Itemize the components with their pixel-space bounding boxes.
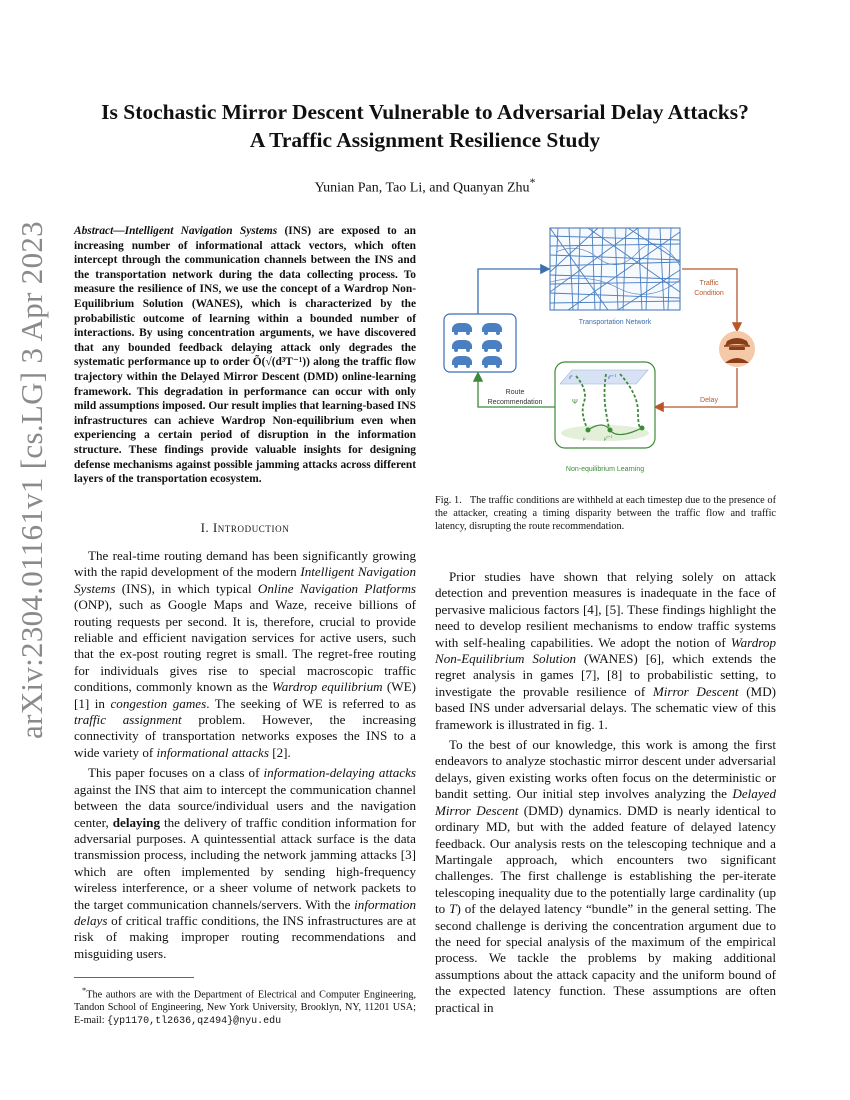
- figure-1: [438, 222, 778, 484]
- right-paragraph-1: Prior studies have shown that relying solely on attack detection and prevention measures is inadequate in the face of pervasive malicious factors [4], [5]. These findings highlight the need to develop resilient mechanisms to endow traffic systems with self-healing capabilities. We adopt the notion of Wardrop Non-Equilibrium Solution (WANES) [6], which extends the regret analysis in games [7], [8] to probabilistic setting, to investigate the provable resilience of Mirror Descent (MD) based INS under adversarial delays. The schematic view of this framework is illustrated in fig. 1.: [435, 569, 777, 732]
- svg-text:Ψ: Ψ: [572, 399, 578, 406]
- caption-label: Fig. 1.: [435, 495, 462, 506]
- learning-label: Non-equilibrium Learning: [565, 466, 645, 473]
- svg-text:μt+1: $\mu^{t+1}$: [604, 434, 613, 442]
- abstract: Abstract—Intelligent Navigation Systems (INS) are exposed to an increasing number of informational attack vectors, which often intercept through the communication channels between the INS and the transportation network during the data collecting process. To measure the resilience of INS, we use the concept of a Wardrop Non-Equilibrium Solution (WANES), which is characterized by the probabilistic outcome of learning within a bounded number of interactions. By using concentration arguments, we have discovered that any bounded feedback delaying attack only degrades the systematic performance up to order Õ(√(d³T⁻¹)) along the traffic flow trajectory within the Delayed Mirror Descent (DMD) online-learning framework. This degradation in performance can occur with only mild assumptions imposed. Our result implies that learning-based INS infrastructures can achieve Wardrop Non-equilibrium even when experiencing a certain period of disruption in the information structure. These findings provide valuable insights for designing defense mechanisms against possible jamming attacks across different layers of the transportation ecosystem.: [74, 225, 416, 486]
- delay-arrow: [656, 368, 737, 407]
- svg-text:ℓτ: ℓ$^\tau$: [569, 373, 573, 381]
- author-names: Yunian Pan, Tao Li, and Quanyan Zhu: [314, 180, 530, 196]
- intro-paragraph-1: The real-time routing demand has been significantly growing with the rapid development of the modern Intelligent Navigation Systems (INS), in which typical Online Navigation Platforms (ONP), such as Google Maps and Waze, receive billions of routing requests per second. It is, therefore, crucial to provide reliable and efficient navigation services for active users, such that the ex-post routing regret is small. The regret-free routing for individuals gives rise to special macroscopic traffic conditions, commonly known as the Wardrop equilibrium (WE) [1] in congestion games. The seeking of WE is referred to as traffic assignment problem. However, the increasing connectivity of transportation networks exposes the INS to a wide variety of informational attacks [2].: [74, 548, 417, 760]
- intro-text: [74, 548, 416, 962]
- flow-arrow: [478, 269, 548, 314]
- road-network-map: [550, 228, 680, 326]
- abstract-label: Abstract: [74, 225, 114, 237]
- framework-diagram: [438, 222, 778, 484]
- abstract-math: Õ(√(d³T⁻¹)): [252, 356, 310, 369]
- abstract-lead: Intelligent Navigation Systems: [124, 225, 278, 237]
- network-label: Transportation Network: [578, 319, 652, 326]
- intro-paragraph-2: This paper focuses on a class of information-delaying attacks against the INS that aim to intercept the communication channel between the data source/individual users and the navigation center, delaying the delivery of traffic condition information for adversarial purposes. A quintessential attack surface is the data transmission process, including the network jamming attacks [3] which are often implemented by sending high-frequency wireless interference, or a sheer volume of network packets to the target communication channels/servers. With the information delays of critical traffic conditions, the INS infrastructures are at risk of making improper routing recommendations and misguiding users.: [74, 765, 416, 961]
- footnote-rule: [74, 977, 194, 978]
- right-column-text: [435, 569, 776, 1016]
- svg-text:ℓτ+1: ℓ$^{\tau+1}$: [608, 373, 617, 381]
- delay-label: Delay: [700, 397, 718, 404]
- footnote: *The authors are with the Department of Electrical and Computer Engineering, Tandon School of Engineering, New York University, Brooklyn, NY, 11201 USA; E-mail: {yp1170,tl2636,qz494}@nyu.edu: [74, 985, 416, 1027]
- traffic-label-2: Condition: [694, 290, 724, 297]
- attacker-icon: [719, 331, 755, 367]
- vehicle-fleet: [444, 314, 516, 372]
- paper-title: [60, 98, 790, 154]
- title-line-2: A Traffic Assignment Resilience Study: [249, 128, 601, 152]
- arxiv-stamp: arXiv:2304.01161v1 [cs.LG] 3 Apr 2023: [14, 221, 49, 739]
- caption-text: The traffic conditions are withheld at each timestep due to the presence of the attacker, creating a timing disparity between the traffic flow and traffic latency, disrupting the route recommendation.: [435, 495, 776, 532]
- route-label-2: Recommendation: [487, 399, 543, 406]
- footnote-email: {yp1170,tl2636,qz494}@nyu.edu: [107, 1015, 282, 1027]
- title-line-1: Is Stochastic Mirror Descent Vulnerable to Adversarial Delay Attacks?: [101, 100, 749, 124]
- authors: [60, 176, 790, 197]
- figure-caption: [435, 495, 776, 533]
- svg-text:μ: μ: [583, 437, 586, 442]
- right-paragraph-2: To the best of our knowledge, this work is among the first endeavors to analyze stochastic mirror descent under adversarial delays, given existing works often focus on the deterministic or bandit setting. Our initial step involves analyzing the Delayed Mirror Descent (DMD) dynamics. DMD is nearly identical to ordinary MD, but with the added feature of delayed latency feedback. Our analysis rests on the telescoping technique and a Martingale approach, which encounters two significant challenges. The first challenge is establishing the per-iterate telescoping inequality due to the potentially large cardinality (up to T) of the delayed latency “bundle” in the general setting. The second challenge is deriving the concentration argument due to the need for special analysis of the maximum of the empirical process. We tackle the problems by making additional assumptions about the attack capacity and the uniform bound of the expected latency function. These assumptions are often practical in: [435, 737, 776, 1015]
- author-footnote-mark: *: [529, 176, 536, 189]
- traffic-label-1: Traffic: [699, 280, 719, 287]
- section-heading: I. Introduction: [200, 521, 290, 535]
- traffic-condition-arrow: [682, 269, 737, 330]
- route-label-1: Route: [505, 389, 525, 396]
- learning-box: [555, 362, 655, 448]
